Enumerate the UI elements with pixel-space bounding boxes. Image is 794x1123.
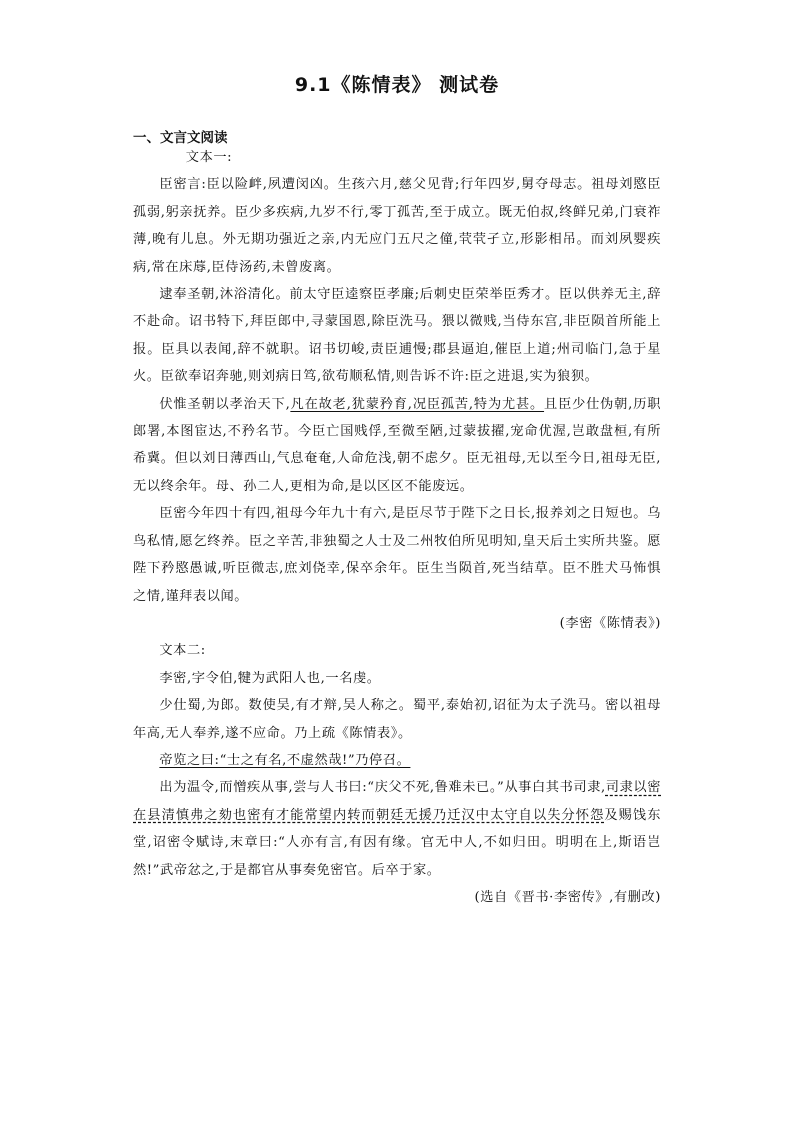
text1-paragraph-1: 臣密言:臣以险衅,夙遭闵凶。生孩六月,慈父见背;行年四岁,舅夺母志。祖母刘愍臣孤弱,躬亲抚养。臣少多疾病,九岁不行,零丁孤苦,至于成立。既无伯叔,终鲜兄弟,门衰祚薄,晚有儿息。外无期功强近之亲,内无应门五尺之僮,茕茕孑立,形影相吊。而刘夙婴疾病,常在床蓐,臣侍汤药,未曾废离。 xyxy=(133,177,661,275)
text2-label: 文本二: xyxy=(159,643,206,659)
underlined-sentence: 帝览之曰:“士之有名,不虚然哉!”乃停召。 xyxy=(159,752,411,768)
text1-source: (李密《陈情表》) xyxy=(559,615,661,631)
text2-paragraph-2: 少仕蜀,为郎。数使吴,有才辩,吴人称之。蜀平,泰始初,诏征为太子洗马。密以祖母年高,无人奉养,遂不应命。乃上疏《陈情表》。 xyxy=(133,698,661,741)
reading-passages xyxy=(133,144,661,911)
page-title: 9.1《陈情表》 测试卷 xyxy=(294,74,500,96)
text2-source: (选自《晋书·李密传》,有删改) xyxy=(474,889,661,905)
underlined-sentence: 凡在故老,犹蒙矜育,况臣孤苦,特为尤甚。 xyxy=(290,396,545,412)
punctuation-exercise-sentence: 司隶以密在县清慎弗之劾也密有才能常望内转而朝廷无援乃迁汉中太守自以失分怀怨 xyxy=(133,780,662,823)
text1-paragraph-3: 伏惟圣朝以孝治天下,凡在故老,犹蒙矜育,况臣孤苦,特为尤甚。且臣少仕伪朝,历职郎署,本图宦达,不矜名节。今臣亡国贱俘,至微至陋,过蒙拔擢,宠命优渥,岂敢盘桓,有所希冀。但以刘日薄西山,气息奄奄,人命危浅,朝不虑夕。臣无祖母,无以至今日,祖母无臣,无以终余年。母、孙二人,更相为命,是以区区不能废远。 xyxy=(133,396,662,494)
text2-paragraph-3 xyxy=(133,747,661,774)
text2-paragraph-1: 李密,字令伯,犍为武阳人也,一名虔。 xyxy=(159,670,381,686)
section-heading: 一、文言文阅读 xyxy=(133,130,228,146)
text2-paragraph-4: 出为温令,而憎疾从事,尝与人书曰:“庆父不死,鲁难未已。”从事白其书司隶,司隶以密在县清慎弗之劾也密有才能常望内转而朝廷无援乃迁汉中太守自以失分怀怨及赐饯东堂,诏密令赋诗,末章曰:“人亦有言,有因有缘。官无中人,不如归田。明明在上,斯语岂然!”武帝忿之,于是都官从事奏免密官。后卒于家。 xyxy=(133,780,662,878)
text1-label: 文本一: xyxy=(185,150,233,165)
text1-paragraph-4: 臣密今年四十有四,祖母今年九十有六,是臣尽节于陛下之日长,报养刘之日短也。乌鸟私情,愿乞终养。臣之辛苦,非独蜀之人士及二州牧伯所见明知,皇天后土实所共鉴。愿陛下矜愍愚诚,听臣微志,庶刘侥幸,保卒余年。臣生当陨首,死当结草。臣不胜犬马怖惧之情,谨拜表以闻。 xyxy=(133,506,661,604)
text1-paragraph-2: 逮奉圣朝,沐浴清化。前太守臣逵察臣孝廉;后刺史臣荣举臣秀才。臣以供养无主,辞不赴命。诏书特下,拜臣郎中,寻蒙国恩,除臣洗马。猥以微贱,当侍东宫,非臣陨首所能上报。臣具以表闻,辞不就职。诏书切峻,责臣逋慢;郡县逼迫,催臣上道;州司临门,急于星火。臣欲奉诏奔驰,则刘病日笃,欲苟顺私情,则告诉不许:臣之进退,实为狼狈。 xyxy=(133,287,661,385)
